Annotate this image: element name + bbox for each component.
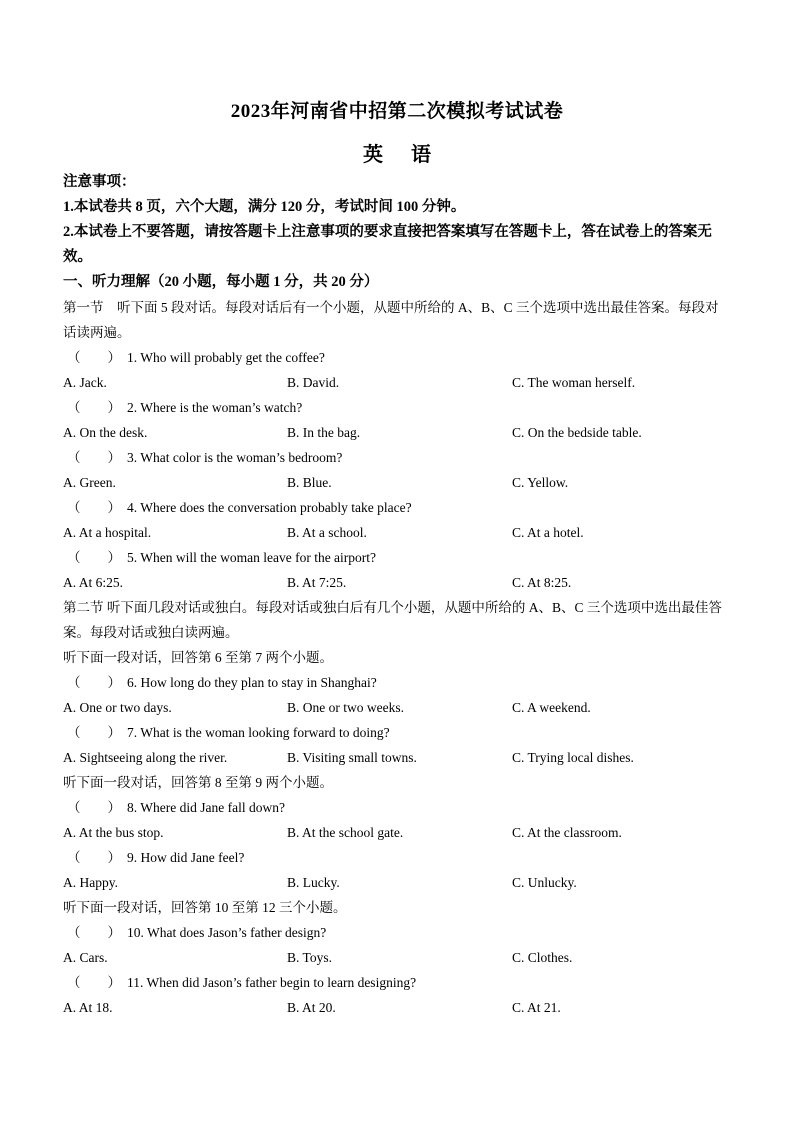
option-b: B. Lucky. (287, 875, 340, 890)
option-a: A. Happy. (63, 875, 118, 890)
option-c: C. At 21. (512, 1000, 561, 1015)
answer-blank: （ ） (67, 800, 121, 815)
option-b: B. At 20. (287, 1000, 336, 1015)
exam-title: 2023年河南省中招第二次模拟考试试卷 (230, 101, 564, 122)
option-a: A. Green. (63, 475, 116, 490)
option-a: A. At the bus stop. (63, 825, 164, 840)
options-11 (63, 995, 731, 1020)
subject-heading (0, 138, 794, 167)
dialogue-intro-3: 听下面一段对话，回答第 10 至第 12 三个小题。 (63, 900, 347, 915)
part-2-instructions: 第二节 听下面几段对话或独白。每段对话或独白后有几个小题，从题中所给的 A、B、C 三个选项中选出最佳答案。每段对话或独白读两遍。 (63, 600, 722, 640)
question-text: 4. Where does the conversation probably take place? (127, 500, 412, 515)
option-c: C. Clothes. (512, 950, 573, 965)
question-10 (63, 920, 731, 945)
question-11 (63, 970, 731, 995)
section-1-heading: 一、听力理解（20 小题，每小题 1 分，共 20 分） (63, 274, 379, 290)
option-c: C. On the bedside table. (512, 425, 642, 440)
question-text: 3. What color is the woman’s bedroom? (127, 450, 343, 465)
options-6 (63, 695, 731, 720)
answer-blank: （ ） (67, 975, 121, 990)
question-text: 8. Where did Jane fall down? (127, 800, 285, 815)
question-text: 5. When will the woman leave for the airport? (127, 550, 377, 565)
options-2 (63, 420, 731, 445)
note-2: 2.本试卷上不要答题，请按答题卡上注意事项的要求直接把答案填写在答题卡上，答在试卷上的答案无效。 (63, 224, 712, 265)
option-a: A. Cars. (63, 950, 108, 965)
dialogue-intro-1: 听下面一段对话，回答第 6 至第 7 两个小题。 (63, 650, 333, 665)
options-5 (63, 570, 731, 595)
question-text: 10. What does Jason’s father design? (127, 925, 327, 940)
question-2 (63, 395, 731, 420)
options-3 (63, 470, 731, 495)
question-7 (63, 720, 731, 745)
answer-blank: （ ） (67, 925, 121, 940)
option-a: A. At 18. (63, 1000, 113, 1015)
option-b: B. David. (287, 375, 340, 390)
question-5 (63, 545, 731, 570)
answer-blank: （ ） (67, 450, 121, 465)
question-9 (63, 845, 731, 870)
option-a: A. At a hospital. (63, 525, 152, 540)
option-c: C. A weekend. (512, 700, 591, 715)
option-c: C. At the classroom. (512, 825, 622, 840)
option-b: B. In the bag. (287, 425, 361, 440)
answer-blank: （ ） (67, 350, 121, 365)
part-1-instructions: 第一节 听下面 5 段对话。每段对话后有一个小题，从题中所给的 A、B、C 三个选项中选出最佳答案。每段对话读两遍。 (63, 300, 719, 340)
exam-body (63, 170, 731, 1020)
option-c: C. Trying local dishes. (512, 750, 634, 765)
options-8 (63, 820, 731, 845)
question-4 (63, 495, 731, 520)
option-a: A. At 6:25. (63, 575, 124, 590)
options-1 (63, 370, 731, 395)
option-b: B. At a school. (287, 525, 367, 540)
subject-char-1: 英 (363, 144, 383, 166)
answer-blank: （ ） (67, 400, 121, 415)
option-b: B. One or two weeks. (287, 700, 404, 715)
question-8 (63, 795, 731, 820)
answer-blank: （ ） (67, 725, 121, 740)
option-c: C. Unlucky. (512, 875, 577, 890)
options-7 (63, 745, 731, 770)
question-text: 11. When did Jason’s father begin to learn designing? (127, 975, 417, 990)
option-a: A. One or two days. (63, 700, 172, 715)
option-b: B. Toys. (287, 950, 332, 965)
options-4 (63, 520, 731, 545)
option-c: C. At a hotel. (512, 525, 584, 540)
question-1 (63, 345, 731, 370)
question-text: 9. How did Jane feel? (127, 850, 245, 865)
option-c: C. Yellow. (512, 475, 569, 490)
option-a: A. On the desk. (63, 425, 148, 440)
option-c: C. The woman herself. (512, 375, 636, 390)
option-b: B. At 7:25. (287, 575, 347, 590)
answer-blank: （ ） (67, 550, 121, 565)
question-text: 2. Where is the woman’s watch? (127, 400, 303, 415)
answer-blank: （ ） (67, 500, 121, 515)
option-b: B. Blue. (287, 475, 332, 490)
option-b: B. Visiting small towns. (287, 750, 417, 765)
answer-blank: （ ） (67, 675, 121, 690)
option-b: B. At the school gate. (287, 825, 404, 840)
subject-char-2: 语 (411, 144, 431, 166)
question-6 (63, 670, 731, 695)
question-text: 1. Who will probably get the coffee? (127, 350, 325, 365)
question-text: 6. How long do they plan to stay in Shanghai? (127, 675, 377, 690)
question-text: 7. What is the woman looking forward to doing? (127, 725, 390, 740)
question-3 (63, 445, 731, 470)
note-1: 1.本试卷共 8 页，六个大题，满分 120 分，考试时间 100 分钟。 (63, 199, 466, 215)
option-a: A. Jack. (63, 375, 107, 390)
option-a: A. Sightseeing along the river. (63, 750, 228, 765)
options-10 (63, 945, 731, 970)
answer-blank: （ ） (67, 850, 121, 865)
options-9 (63, 870, 731, 895)
notes-heading: 注意事项： (63, 174, 136, 190)
option-c: C. At 8:25. (512, 575, 572, 590)
dialogue-intro-2: 听下面一段对话，回答第 8 至第 9 两个小题。 (63, 775, 333, 790)
